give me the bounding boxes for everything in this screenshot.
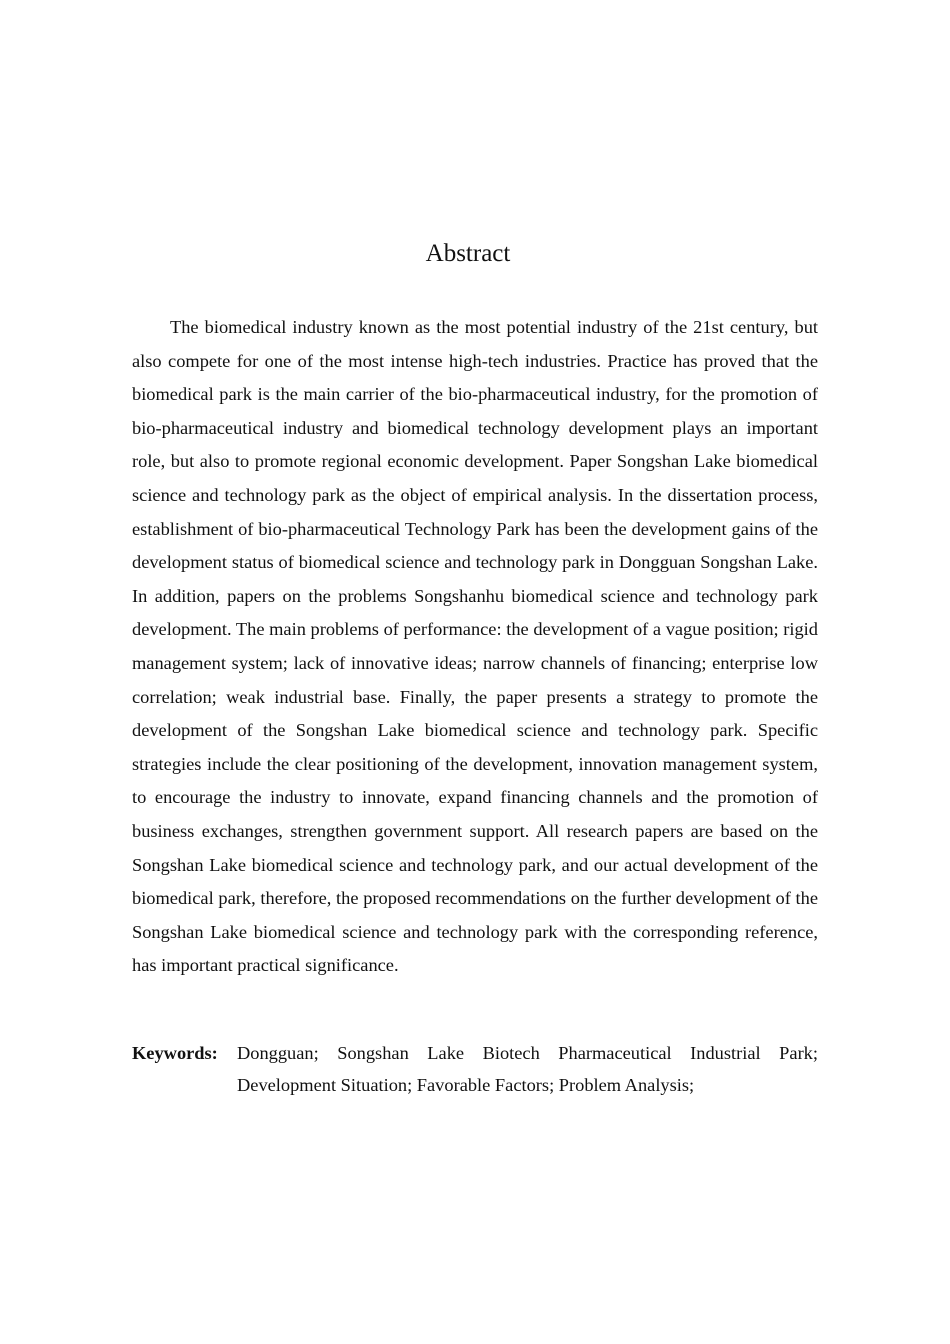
- keywords-label: Keywords:: [132, 1043, 218, 1063]
- abstract-body: The biomedical industry known as the most potential industry of the 21st century, but also compete for one of the most intense high-tech industries. Practice has proved that the biomedical park is the main carrier of the bio-pharmaceutical industry, for the promotion of bio-pharmaceutical industry and biomedical technology development plays an important role, but also to promote regional economic development. Paper Songshan Lake biomedical science and technology park as the object of empirical analysis. In the dissertation process, establishment of bio-pharmaceutical Technology Park has been the development gains of the development status of biomedical science and technology park in Dongguan Songshan Lake. In addition, papers on the problems Songshanhu biomedical science and technology park development. The main problems of performance: the development of a vague position; rigid management system; lack of innovative ideas; narrow channels of financing; enterprise low correlation; weak industrial base. Finally, the paper presents a strategy to promote the development of the Songshan Lake biomedical science and technology park. Specific strategies include the clear positioning of the development, innovation management system, to encourage the industry to innovate, expand financing channels and the promotion of business exchanges, strengthen government support. All research papers are based on the Songshan Lake biomedical science and technology park, and our actual development of the biomedical park, therefore, the proposed recommendations on the further development of the Songshan Lake biomedical science and technology park with the corresponding reference, has important practical significance.: [132, 317, 818, 976]
- page-title: Abstract: [425, 240, 511, 267]
- keywords-text: Dongguan; Songshan Lake Biotech Pharmaceutical Industrial Park; Development Situation; Favorable Factors; Problem Analysis;: [237, 1043, 818, 1095]
- keywords-section: [132, 1038, 818, 1101]
